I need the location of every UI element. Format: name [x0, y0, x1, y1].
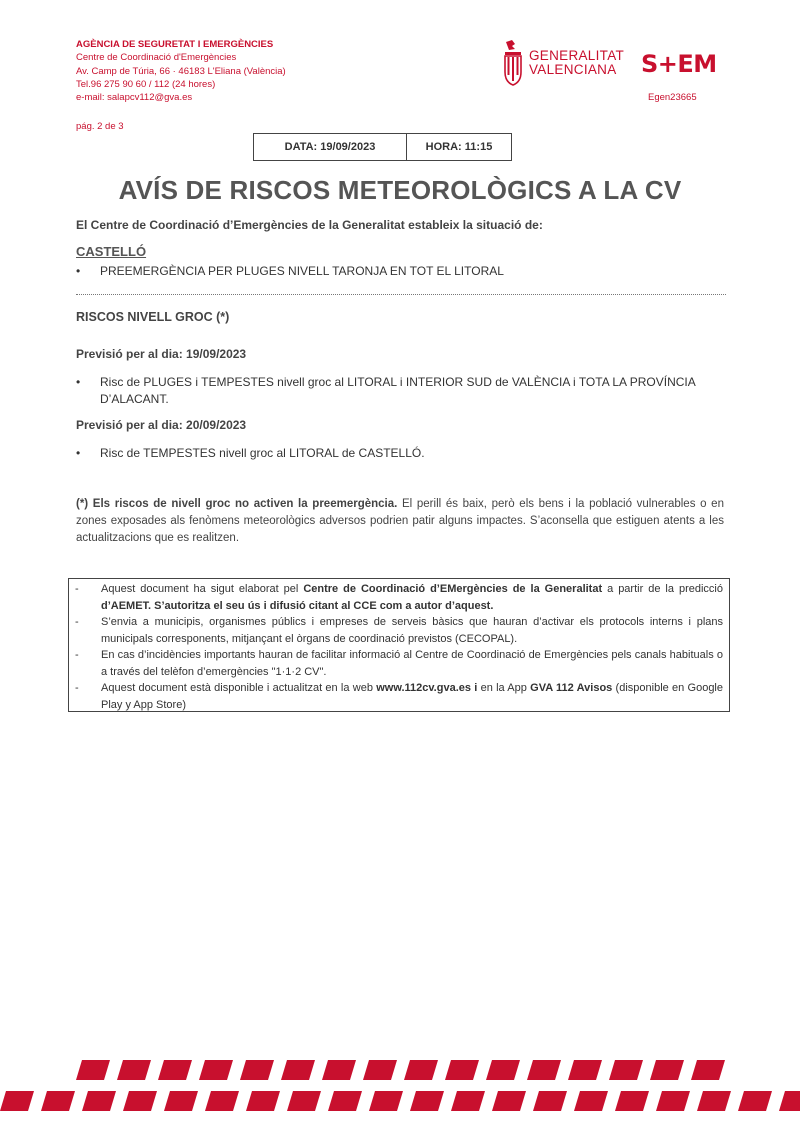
stripe-segment [287, 1091, 321, 1111]
forecast-day-1: Previsió per al dia: 19/09/2023 [76, 347, 247, 361]
stripe-segment [656, 1091, 690, 1111]
stripe-segment [328, 1091, 362, 1111]
agency-email: e-mail: salapcv112@gva.es [76, 92, 193, 104]
agency-center: Centre de Coordinació d'Emergències [76, 52, 237, 64]
stripe-segment [246, 1091, 280, 1111]
bullet-icon: • [76, 446, 81, 460]
page-title: AVÍS DE RISCOS METEOROLÒGICS A LA CV [118, 175, 682, 205]
forecast-1-text [100, 374, 696, 408]
bullet-icon: • [76, 264, 81, 278]
stripe-segment [568, 1060, 602, 1080]
agency-address: Av. Camp de Túria, 66 · 46183 L'Eliana (València) [76, 65, 286, 77]
stripe-segment [691, 1060, 725, 1080]
note-text: El perill és baix, però els bens i la població vulnerables o en zones exposades als fenòmens meteorològics adversos podrien patir alguns impactes. S’aconsella que estiguen atents a les actualitzacions que es realitzen. [76, 498, 724, 544]
dash-marker: - [75, 682, 79, 694]
forecast-2-text: Risc de TEMPESTES nivell groc al LITORAL de CASTELLÓ. [100, 446, 425, 460]
stripe-segment [123, 1091, 157, 1111]
generalitat-logo [503, 40, 624, 86]
info-bold: www.112cv.gva.es i [376, 682, 478, 694]
info-text: (disponible en Google Play y App Store) [101, 682, 723, 711]
stripe-segment [451, 1091, 485, 1111]
generalitat-shield-icon [503, 40, 523, 86]
agency-name: AGÈNCIA DE SEGURETAT I EMERGÈNCIES [76, 39, 274, 50]
stripe-segment [322, 1060, 356, 1080]
dotted-divider [76, 294, 726, 295]
stripe-segment [205, 1091, 239, 1111]
yellow-level-note [76, 496, 724, 547]
page-number: pág. 2 de 3 [76, 121, 124, 132]
info-box [68, 578, 730, 712]
info-item-text: S’envia a municipis, organismes públics i empreses de serveis bàsics que hauran d’activar els protocols interns i plans municipals corresponents, mitjançant el òrgans de coordinació previstos (CECOPAL). [101, 616, 723, 645]
stripe-segment [369, 1091, 403, 1111]
intro-text: El Centre de Coordinació d’Emergències de la Generalitat estableix la situació de: [76, 218, 543, 232]
stripe-segment [486, 1060, 520, 1080]
forecast-1-bullet [76, 374, 696, 408]
dash-marker: - [75, 583, 79, 595]
time-cell: HORA: 11:15 [425, 141, 493, 153]
info-item-text [101, 581, 723, 614]
region-heading: CASTELLÓ [76, 244, 147, 259]
logo-line-2: VALENCIANA [529, 62, 617, 77]
agency-contact-block [76, 38, 286, 104]
info-text: Aquest document està disponible i actualitzat en la web [101, 682, 377, 694]
info-text: Aquest document ha sigut elaborat pel [101, 583, 304, 595]
sem-logo: S+EM [641, 50, 717, 78]
info-item [75, 647, 723, 680]
info-text: en la App [477, 682, 531, 694]
stripe-segment [574, 1091, 608, 1111]
stripe-segment [41, 1091, 75, 1111]
footer-stripes [0, 1055, 800, 1131]
info-bold: GVA 112 Avisos [530, 682, 613, 694]
stripe-segment [199, 1060, 233, 1080]
info-bold: d’AEMET. S’autoritza el seu ús i difusió citant al CCE com a autor d’aquest. [101, 599, 494, 612]
info-item [75, 581, 723, 614]
region-bullet [76, 263, 504, 280]
stripe-segment [281, 1060, 315, 1080]
stripe-segment [738, 1091, 772, 1111]
stripe-segment [492, 1091, 526, 1111]
dash-marker: - [75, 616, 79, 628]
stripe-segment [82, 1091, 116, 1111]
info-bold: Centre de Coordinació d’EMergències de la Generalitat [303, 583, 603, 595]
date-cell: DATA: 19/09/2023 [254, 134, 407, 160]
stripe-segment [527, 1060, 561, 1080]
forecast-day-2: Previsió per al dia: 20/09/2023 [76, 418, 247, 432]
info-item [75, 680, 723, 713]
document-code: Egen23665 [648, 92, 697, 103]
stripe-segment [363, 1060, 397, 1080]
stripe-segment [650, 1060, 684, 1080]
stripe-segment [0, 1091, 34, 1111]
info-text: a partir de la predicció [602, 583, 723, 595]
info-item-text: En cas d’incidències importants hauran de facilitar informació al Centre de Coordinació de Emergències pels canals habituals o a través del telèfon d’emergències "1·1·2 CV". [101, 649, 723, 678]
stripe-segment [779, 1091, 800, 1111]
stripe-segment [240, 1060, 274, 1080]
generalitat-wordmark [529, 49, 624, 77]
stripe-segment [615, 1091, 649, 1111]
stripe-segment [117, 1060, 151, 1080]
stripe-segment [404, 1060, 438, 1080]
region-bullet-text: PREEMERGÈNCIA PER PLUGES NIVELL TARONJA EN TOT EL LITORAL [100, 264, 504, 278]
stripe-segment [76, 1060, 110, 1080]
agency-phone: Tel.96 275 90 60 / 112 (24 hores) [76, 78, 216, 90]
forecast-1-line2: D’ALACANT. [100, 392, 169, 406]
forecast-2-bullet [76, 445, 425, 462]
stripe-segment [533, 1091, 567, 1111]
stripe-segment [609, 1060, 643, 1080]
info-item [75, 614, 723, 647]
logo-line-1: GENERALITAT [529, 48, 625, 63]
note-bold: (*) Els riscos de nivell groc no activen la preemergència. [76, 498, 398, 510]
bullet-icon: • [76, 375, 81, 389]
info-item-text [101, 680, 723, 713]
stripe-segment [158, 1060, 192, 1080]
risk-heading: RISCOS NIVELL GROC (*) [76, 310, 230, 324]
stripe-segment [164, 1091, 198, 1111]
stripe-segment [445, 1060, 479, 1080]
stripe-segment [697, 1091, 731, 1111]
date-time-box [253, 133, 512, 161]
dash-marker: - [75, 649, 79, 661]
stripe-segment [410, 1091, 444, 1111]
forecast-1-line1: Risc de PLUGES i TEMPESTES nivell groc al LITORAL i INTERIOR SUD de VALÈNCIA i TOTA LA PROVÍNCIA [100, 375, 696, 389]
